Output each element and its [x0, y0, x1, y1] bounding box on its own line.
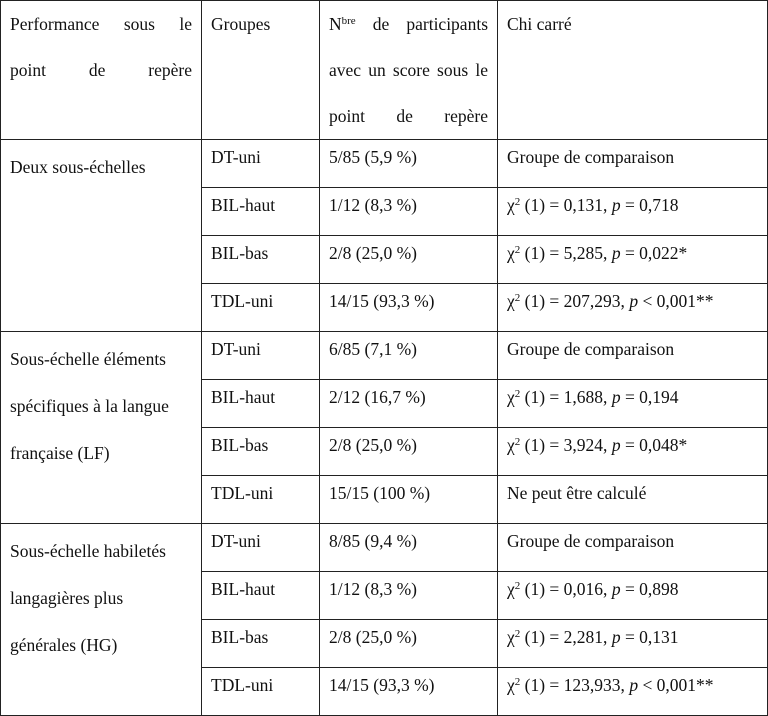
participants-cell: 1/12 (8,3 %) [320, 188, 498, 236]
p-value: = 0,131 [620, 627, 679, 647]
group-cell: BIL-bas [202, 428, 320, 476]
p-label: p [611, 627, 621, 647]
group-cell: TDL-uni [202, 668, 320, 716]
header-groups: Groupes [202, 1, 320, 140]
p-value: = 0,718 [620, 195, 679, 215]
category-cell: Sous-échelle éléments spécifiques à la langue française (LF) [1, 332, 202, 524]
p-label: p [629, 291, 639, 311]
chi-symbol: χ [507, 195, 515, 215]
header-participants-sup: bre [341, 15, 356, 27]
p-label: p [611, 579, 621, 599]
p-label: p [611, 243, 621, 263]
table-row [1, 140, 768, 188]
group-cell: BIL-bas [202, 620, 320, 668]
header-chi-square: Chi carré [498, 1, 768, 140]
chi-square-cell [498, 236, 768, 284]
chi-df-value: (1) = 0,016, [520, 579, 612, 599]
group-cell: TDL-uni [202, 476, 320, 524]
p-label: p [611, 387, 621, 407]
participants-cell: 2/8 (25,0 %) [320, 428, 498, 476]
participants-cell: 14/15 (93,3 %) [320, 284, 498, 332]
chi-superscript: 2 [514, 580, 521, 592]
chi-df-value: (1) = 2,281, [520, 627, 612, 647]
participants-cell: 8/85 (9,4 %) [320, 524, 498, 572]
table-body [1, 140, 768, 716]
chi-superscript: 2 [514, 292, 521, 304]
chi-superscript: 2 [514, 676, 521, 688]
header-participants-rest: de participants avec un score sous le point de repère [329, 14, 488, 126]
chi-square-cell [498, 380, 768, 428]
participants-cell: 2/12 (16,7 %) [320, 380, 498, 428]
header-performance: Performance sous le point de repère [1, 1, 202, 140]
chi-square-cell [498, 284, 768, 332]
p-label: p [611, 195, 621, 215]
table-row [1, 524, 768, 572]
group-cell: BIL-haut [202, 188, 320, 236]
p-label: p [611, 435, 621, 455]
group-cell: BIL-haut [202, 380, 320, 428]
header-participants-n: N [329, 14, 342, 34]
category-cell: Deux sous-échelles [1, 140, 202, 332]
header-row [1, 1, 768, 140]
chi-superscript: 2 [514, 436, 521, 448]
chi-symbol: χ [507, 291, 515, 311]
group-cell: BIL-bas [202, 236, 320, 284]
chi-square-cell [498, 620, 768, 668]
p-value: < 0,001** [638, 291, 714, 311]
chi-symbol: χ [507, 675, 515, 695]
chi-symbol: χ [507, 579, 515, 599]
chi-note: Ne peut être calculé [507, 483, 647, 503]
chi-square-cell [498, 428, 768, 476]
chi-symbol: χ [507, 387, 515, 407]
participants-cell: 5/85 (5,9 %) [320, 140, 498, 188]
chi-square-cell [498, 332, 768, 380]
p-label: p [629, 675, 639, 695]
participants-cell: 2/8 (25,0 %) [320, 620, 498, 668]
chi-superscript: 2 [514, 196, 521, 208]
chi-square-cell [498, 476, 768, 524]
group-cell: BIL-haut [202, 572, 320, 620]
chi-note: Groupe de comparaison [507, 531, 675, 551]
chi-symbol: χ [507, 627, 515, 647]
chi-note: Groupe de comparaison [507, 147, 675, 167]
chi-df-value: (1) = 207,293, [520, 291, 630, 311]
category-cell: Sous-échelle habiletés langagières plus générales (HG) [1, 524, 202, 716]
table-row [1, 332, 768, 380]
group-cell: DT-uni [202, 332, 320, 380]
chi-symbol: χ [507, 243, 515, 263]
chi-superscript: 2 [514, 628, 521, 640]
chi-square-cell [498, 668, 768, 716]
group-cell: TDL-uni [202, 284, 320, 332]
chi-square-cell [498, 140, 768, 188]
chi-square-cell [498, 188, 768, 236]
chi-df-value: (1) = 3,924, [520, 435, 612, 455]
chi-square-cell [498, 572, 768, 620]
group-cell: DT-uni [202, 524, 320, 572]
chi-note: Groupe de comparaison [507, 339, 675, 359]
group-cell: DT-uni [202, 140, 320, 188]
p-value: = 0,022* [620, 243, 688, 263]
header-participants [320, 1, 498, 140]
participants-cell: 1/12 (8,3 %) [320, 572, 498, 620]
chi-superscript: 2 [514, 388, 521, 400]
chi-df-value: (1) = 5,285, [520, 243, 612, 263]
chi-superscript: 2 [514, 244, 521, 256]
chi-df-value: (1) = 1,688, [520, 387, 612, 407]
chi-symbol: χ [507, 435, 515, 455]
participants-cell: 15/15 (100 %) [320, 476, 498, 524]
chi-df-value: (1) = 123,933, [520, 675, 630, 695]
p-value: = 0,048* [620, 435, 688, 455]
p-value: = 0,194 [620, 387, 679, 407]
p-value: = 0,898 [620, 579, 679, 599]
participants-cell: 6/85 (7,1 %) [320, 332, 498, 380]
chi-square-cell [498, 524, 768, 572]
participants-cell: 14/15 (93,3 %) [320, 668, 498, 716]
p-value: < 0,001** [638, 675, 714, 695]
chi-df-value: (1) = 0,131, [520, 195, 612, 215]
participants-cell: 2/8 (25,0 %) [320, 236, 498, 284]
